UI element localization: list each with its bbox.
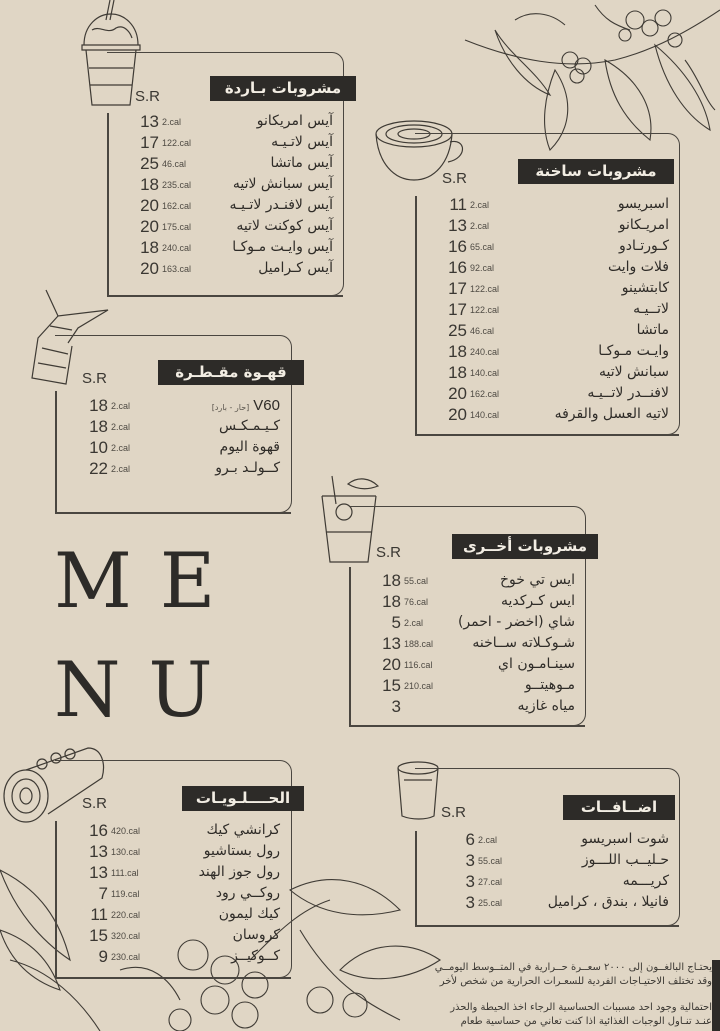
calorie-note-line-2: وقد تختلف الاحتيـاجات الفردية للسعـرات الحرارية من شخص لأخر bbox=[439, 976, 712, 987]
menu-item[interactable]: 13 2.cal آيس امريكانو bbox=[140, 112, 333, 131]
menu-item[interactable]: 16 420.cal كرانشي كيك bbox=[89, 821, 280, 840]
menu-item[interactable]: 25 46.cal ماتشا bbox=[448, 321, 669, 340]
allergy-note bbox=[382, 1001, 712, 1029]
menu-item[interactable]: 15 320.cal كروسان bbox=[89, 926, 280, 945]
allergy-note-line-2: عنـد تنـاول الوجبات الغذائية اذا كنت تعاني من حساسية طعام bbox=[460, 1016, 712, 1027]
calorie-note-line-1: يحتـاج البالغــون إلى ٢٠٠٠ سعــرة حــرارية في المتــوسط اليومــي bbox=[434, 962, 712, 973]
menu-item[interactable]: 18 55.cal ايس تي خوخ bbox=[382, 571, 575, 590]
section-title-cold: مشروبات بـاردة bbox=[210, 76, 356, 101]
section-title-drip: قهـوة مقـطـرة bbox=[158, 360, 304, 385]
currency-label-cold: S.R bbox=[135, 88, 161, 105]
menu-item[interactable]: 18 2.cal V60[حار - بارد] bbox=[89, 396, 280, 415]
menu-heading-line-1: ME bbox=[54, 536, 244, 625]
item-list-cold bbox=[133, 111, 333, 281]
currency-label-other: S.R bbox=[376, 544, 402, 561]
menu-item[interactable]: 20 162.cal لافنــدر لاتــيـه bbox=[448, 384, 669, 403]
menu-item[interactable]: 18 2.cal كـيـمـكـس bbox=[89, 417, 280, 436]
menu-item[interactable]: 18 140.cal سبانش لاتيه bbox=[448, 363, 669, 382]
menu-item[interactable]: 22 2.cal كــولـد بـرو bbox=[89, 459, 280, 478]
item-list-hot bbox=[441, 194, 669, 426]
menu-item[interactable]: 15 210.cal مـوهيتــو bbox=[382, 676, 575, 695]
menu-item[interactable]: 17 122.cal لاتــيـه bbox=[448, 300, 669, 319]
menu-item[interactable]: 3 55.cal حـليــب اللـــوز bbox=[465, 851, 669, 870]
menu-item[interactable]: 20 175.cal آيس كوكنت لاتيه bbox=[140, 217, 333, 236]
menu-item[interactable]: 9 230.cal كــوكيــز bbox=[98, 947, 280, 966]
menu-item[interactable]: 11 220.cal كيك ليمون bbox=[90, 905, 280, 924]
item-name: V60 bbox=[253, 397, 280, 414]
menu-item[interactable]: 20 163.cal آيس كـراميل bbox=[140, 259, 333, 278]
footer-accent-bar bbox=[712, 960, 720, 1031]
section-title-desserts: الحــــلـويـات bbox=[182, 786, 304, 811]
menu-item[interactable]: 13 130.cal رول بستاشيو bbox=[89, 842, 280, 861]
menu-item[interactable]: 7 119.cal روكــي رود bbox=[98, 884, 280, 903]
currency-label-hot: S.R bbox=[442, 170, 468, 187]
section-title-hot: مشروبات ساخنة bbox=[518, 159, 674, 184]
menu-item[interactable]: 13 188.cal شـوكـلاته ســاخنه bbox=[382, 634, 575, 653]
menu-item[interactable]: 18 240.cal آيس وايـت مـوكـا bbox=[140, 238, 333, 257]
menu-item[interactable]: 20 140.cal لاتيه العسل والقرفه bbox=[448, 405, 669, 424]
menu-item[interactable]: 6 2.cal شوت اسبريسو bbox=[465, 830, 669, 849]
menu-item[interactable]: 20 116.cal سينـامـون اي bbox=[382, 655, 575, 674]
section-title-other: مشروبات أخــرى bbox=[452, 534, 598, 559]
section-title-addons: اضــافــات bbox=[563, 795, 675, 820]
item-list-drip bbox=[82, 395, 280, 481]
menu-item[interactable]: 13 2.cal امريـكانو bbox=[448, 216, 669, 235]
calorie-note bbox=[382, 961, 712, 989]
menu-item[interactable]: 18 76.cal ايس كـركديه bbox=[382, 592, 575, 611]
menu-item[interactable]: 13 111.cal رول جوز الهند bbox=[89, 863, 280, 882]
menu-item[interactable]: 18 240.cal وايـت مـوكـا bbox=[448, 342, 669, 361]
menu-item[interactable]: 16 65.cal كـورتـادو bbox=[448, 237, 669, 256]
currency-label-drip: S.R bbox=[82, 370, 108, 387]
item-list-other bbox=[375, 570, 575, 718]
menu-item[interactable]: 11 2.cal اسبريسو bbox=[449, 195, 669, 214]
menu-item[interactable]: 10 2.cal قهوة اليوم bbox=[89, 438, 280, 457]
menu-item[interactable]: 18 235.cal آيس سبانش لاتيه bbox=[140, 175, 333, 194]
menu-item[interactable]: 17 122.cal كابتشينو bbox=[448, 279, 669, 298]
menu-item[interactable]: 17 122.cal آيس لاتـيـه bbox=[140, 133, 333, 152]
menu-item[interactable]: 3 مياه غازيه bbox=[391, 697, 575, 716]
menu-item[interactable]: 16 92.cal فلات وايت bbox=[448, 258, 669, 277]
currency-label-desserts: S.R bbox=[82, 795, 108, 812]
item-list-desserts bbox=[82, 820, 280, 968]
currency-label-addons: S.R bbox=[441, 804, 467, 821]
allergy-note-line-1: احتمالية وجود احد مسببات الحساسية الرجاء اخذ الحيطة والحذر bbox=[450, 1002, 712, 1013]
menu-item[interactable]: 20 162.cal آيس لافنـدر لاتـيـه bbox=[140, 196, 333, 215]
menu-item[interactable]: 3 25.cal فانيلا ، بندق ، كراميل bbox=[465, 893, 669, 912]
item-list-addons bbox=[449, 829, 669, 915]
menu-heading-line-2: NU bbox=[54, 645, 241, 734]
menu-item[interactable]: 5 2.cal شاي (اخضر - احمر) bbox=[391, 613, 575, 632]
menu-item[interactable]: 25 46.cal آيس ماتشا bbox=[140, 154, 333, 173]
item-note: [حار - بارد] bbox=[211, 403, 250, 412]
menu-item[interactable]: 3 27.cal كريـــمه bbox=[465, 872, 669, 891]
